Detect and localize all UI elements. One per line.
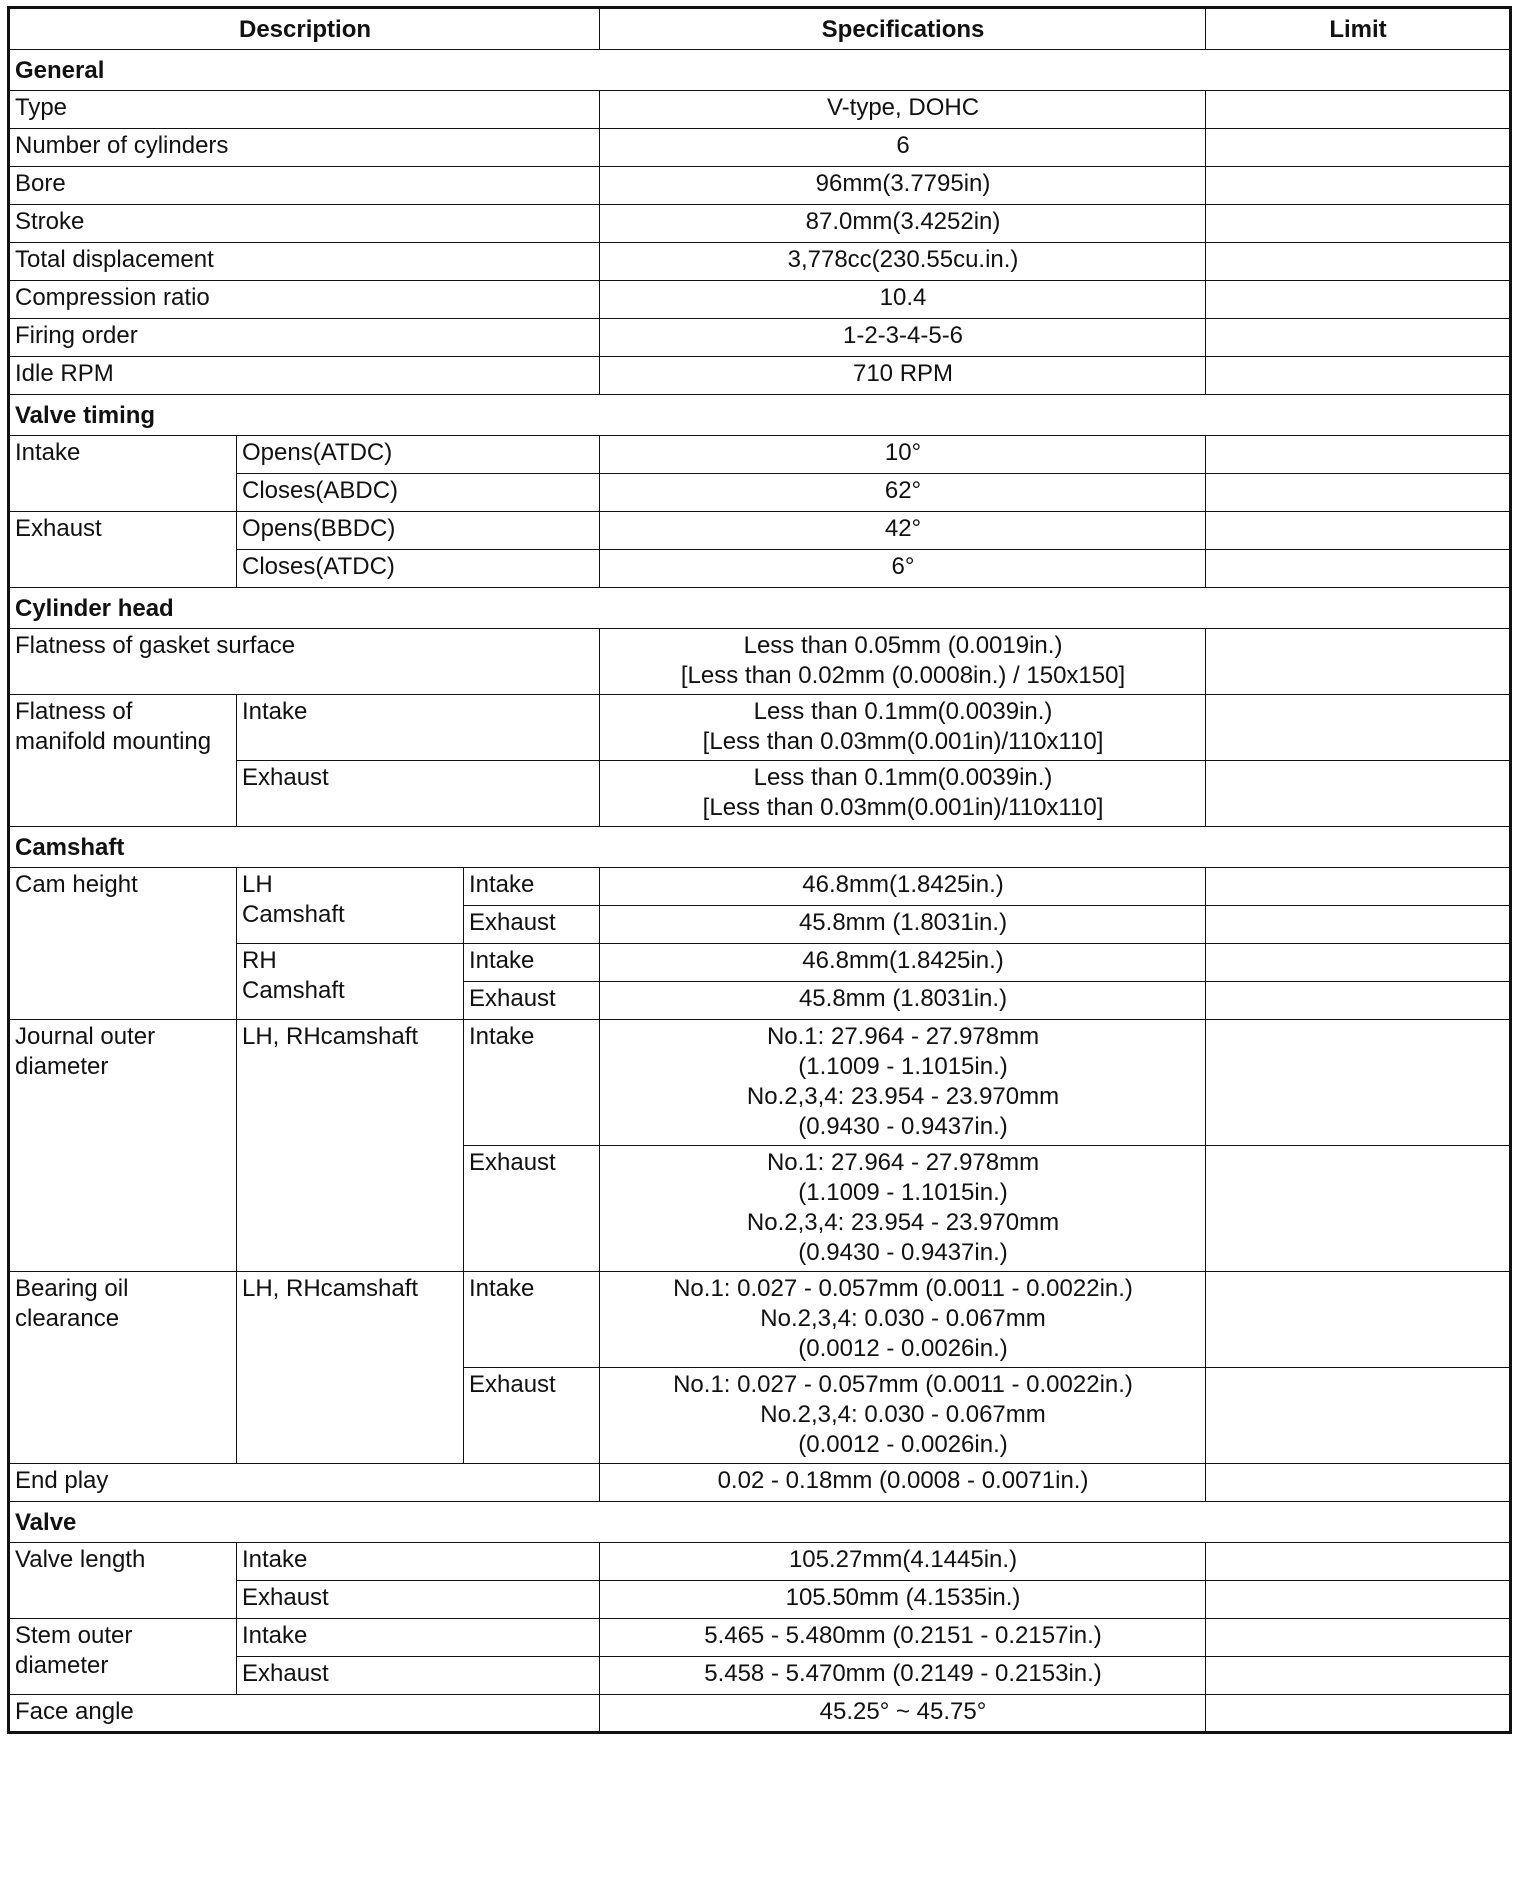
table-row xyxy=(9,1464,1511,1502)
spec-value: Less than 0.1mm(0.0039in.) [Less than 0.03mm(0.001in)/110x110] xyxy=(600,695,1206,761)
row-label: Journal outer diameter xyxy=(9,1020,237,1272)
table-row xyxy=(9,319,1511,357)
row-label: Flatness of manifold mounting xyxy=(9,695,237,827)
spec-value: 6° xyxy=(600,550,1206,588)
header-description: Description xyxy=(9,8,600,50)
limit-cell xyxy=(1206,868,1511,906)
spec-value: 710 RPM xyxy=(600,357,1206,395)
limit-cell xyxy=(1206,906,1511,944)
limit-cell xyxy=(1206,944,1511,982)
table-row xyxy=(9,1020,1511,1146)
row-label: Compression ratio xyxy=(9,281,600,319)
section-row xyxy=(9,1502,1511,1543)
row-label: Stem outer diameter xyxy=(9,1619,237,1695)
sub-label: LH, RHcamshaft xyxy=(237,1272,464,1464)
spec-value: No.1: 27.964 - 27.978mm (1.1009 - 1.1015in.) No.2,3,4: 23.954 - 23.970mm (0.9430 - 0.9437in.) xyxy=(600,1020,1206,1146)
spec-value: 105.50mm (4.1535in.) xyxy=(600,1581,1206,1619)
header-row xyxy=(9,8,1511,50)
spec-value: 45.25° ~ 45.75° xyxy=(600,1695,1206,1733)
spec-value: V-type, DOHC xyxy=(600,91,1206,129)
section-row xyxy=(9,395,1511,436)
table-row xyxy=(9,243,1511,281)
spec-value: 87.0mm(3.4252in) xyxy=(600,205,1206,243)
spec-value: 46.8mm(1.8425in.) xyxy=(600,868,1206,906)
table-row xyxy=(9,91,1511,129)
limit-cell xyxy=(1206,550,1511,588)
spec-value: 5.465 - 5.480mm (0.2151 - 0.2157in.) xyxy=(600,1619,1206,1657)
limit-cell xyxy=(1206,1020,1511,1146)
spec-value: 10.4 xyxy=(600,281,1206,319)
spec-value: Less than 0.05mm (0.0019in.) [Less than 0.02mm (0.0008in.) / 150x150] xyxy=(600,629,1206,695)
spec-value: 96mm(3.7795in) xyxy=(600,167,1206,205)
spec-value: 46.8mm(1.8425in.) xyxy=(600,944,1206,982)
header-limit: Limit xyxy=(1206,8,1511,50)
sub-label: Closes(ABDC) xyxy=(237,474,600,512)
limit-cell xyxy=(1206,1464,1511,1502)
limit-cell xyxy=(1206,1543,1511,1581)
limit-cell xyxy=(1206,319,1511,357)
limit-cell xyxy=(1206,512,1511,550)
sub-label: Opens(ATDC) xyxy=(237,436,600,474)
header-specifications: Specifications xyxy=(600,8,1206,50)
row-label: Face angle xyxy=(9,1695,600,1733)
sub-label: RH Camshaft xyxy=(237,944,464,1020)
sub-label: Closes(ATDC) xyxy=(237,550,600,588)
sub-sub-label: Exhaust xyxy=(464,906,600,944)
limit-cell xyxy=(1206,1146,1511,1272)
table-row xyxy=(9,281,1511,319)
spec-value: 1-2-3-4-5-6 xyxy=(600,319,1206,357)
table-row xyxy=(9,205,1511,243)
sub-label: LH Camshaft xyxy=(237,868,464,944)
section-row xyxy=(9,588,1511,629)
sub-label: Exhaust xyxy=(237,1657,600,1695)
table-row xyxy=(9,512,1511,550)
sub-sub-label: Intake xyxy=(464,1020,600,1146)
table-row xyxy=(9,1272,1511,1368)
limit-cell xyxy=(1206,91,1511,129)
spec-value: Less than 0.1mm(0.0039in.) [Less than 0.03mm(0.001in)/110x110] xyxy=(600,761,1206,827)
sub-sub-label: Exhaust xyxy=(464,1368,600,1464)
spec-value: 5.458 - 5.470mm (0.2149 - 0.2153in.) xyxy=(600,1657,1206,1695)
limit-cell xyxy=(1206,1695,1511,1733)
spec-value: 45.8mm (1.8031in.) xyxy=(600,906,1206,944)
limit-cell xyxy=(1206,761,1511,827)
limit-cell xyxy=(1206,357,1511,395)
limit-cell xyxy=(1206,1272,1511,1368)
limit-cell xyxy=(1206,1368,1511,1464)
table-row xyxy=(9,167,1511,205)
row-label: Firing order xyxy=(9,319,600,357)
section-cylinder-head: Cylinder head xyxy=(9,588,1511,629)
table-row xyxy=(9,1619,1511,1657)
limit-cell xyxy=(1206,281,1511,319)
section-row xyxy=(9,827,1511,868)
limit-cell xyxy=(1206,205,1511,243)
sub-label: Intake xyxy=(237,1619,600,1657)
row-label: Cam height xyxy=(9,868,237,1020)
section-general: General xyxy=(9,50,1511,91)
table-row xyxy=(9,695,1511,761)
limit-cell xyxy=(1206,1619,1511,1657)
sub-sub-label: Exhaust xyxy=(464,1146,600,1272)
sub-label: Intake xyxy=(237,695,600,761)
spec-value: No.1: 27.964 - 27.978mm (1.1009 - 1.1015in.) No.2,3,4: 23.954 - 23.970mm (0.9430 - 0.9437in.) xyxy=(600,1146,1206,1272)
spec-value: No.1: 0.027 - 0.057mm (0.0011 - 0.0022in.) No.2,3,4: 0.030 - 0.067mm (0.0012 - 0.0026in.) xyxy=(600,1272,1206,1368)
section-camshaft: Camshaft xyxy=(9,827,1511,868)
table-row xyxy=(9,868,1511,906)
spec-value: 42° xyxy=(600,512,1206,550)
spec-value: No.1: 0.027 - 0.057mm (0.0011 - 0.0022in.) No.2,3,4: 0.030 - 0.067mm (0.0012 - 0.0026in.) xyxy=(600,1368,1206,1464)
spec-value: 10° xyxy=(600,436,1206,474)
table-row xyxy=(9,436,1511,474)
limit-cell xyxy=(1206,695,1511,761)
row-label: Idle RPM xyxy=(9,357,600,395)
spec-value: 3,778cc(230.55cu.in.) xyxy=(600,243,1206,281)
row-label: Bore xyxy=(9,167,600,205)
row-label: Bearing oil clearance xyxy=(9,1272,237,1464)
spec-value: 0.02 - 0.18mm (0.0008 - 0.0071in.) xyxy=(600,1464,1206,1502)
limit-cell xyxy=(1206,167,1511,205)
spec-value: 62° xyxy=(600,474,1206,512)
table-row xyxy=(9,1543,1511,1581)
sub-label: Exhaust xyxy=(237,1581,600,1619)
limit-cell xyxy=(1206,629,1511,695)
row-label: End play xyxy=(9,1464,600,1502)
sub-label: LH, RHcamshaft xyxy=(237,1020,464,1272)
limit-cell xyxy=(1206,982,1511,1020)
section-valve: Valve xyxy=(9,1502,1511,1543)
limit-cell xyxy=(1206,436,1511,474)
row-label: Flatness of gasket surface xyxy=(9,629,600,695)
limit-cell xyxy=(1206,1657,1511,1695)
section-valve-timing: Valve timing xyxy=(9,395,1511,436)
row-label: Type xyxy=(9,91,600,129)
engine-spec-table xyxy=(7,6,1512,1734)
row-label: Stroke xyxy=(9,205,600,243)
table-row xyxy=(9,129,1511,167)
row-label: Total displacement xyxy=(9,243,600,281)
table-row xyxy=(9,1695,1511,1733)
sub-label: Opens(BBDC) xyxy=(237,512,600,550)
limit-cell xyxy=(1206,474,1511,512)
limit-cell xyxy=(1206,129,1511,167)
section-row xyxy=(9,50,1511,91)
spec-value: 45.8mm (1.8031in.) xyxy=(600,982,1206,1020)
table-row xyxy=(9,357,1511,395)
row-label: Intake xyxy=(9,436,237,512)
row-label: Number of cylinders xyxy=(9,129,600,167)
sub-sub-label: Intake xyxy=(464,868,600,906)
spec-value: 6 xyxy=(600,129,1206,167)
sub-label: Exhaust xyxy=(237,761,600,827)
limit-cell xyxy=(1206,1581,1511,1619)
row-label: Valve length xyxy=(9,1543,237,1619)
row-label: Exhaust xyxy=(9,512,237,588)
sub-sub-label: Intake xyxy=(464,1272,600,1368)
table-row xyxy=(9,629,1511,695)
spec-value: 105.27mm(4.1445in.) xyxy=(600,1543,1206,1581)
sub-sub-label: Intake xyxy=(464,944,600,982)
sub-sub-label: Exhaust xyxy=(464,982,600,1020)
limit-cell xyxy=(1206,243,1511,281)
sub-label: Intake xyxy=(237,1543,600,1581)
